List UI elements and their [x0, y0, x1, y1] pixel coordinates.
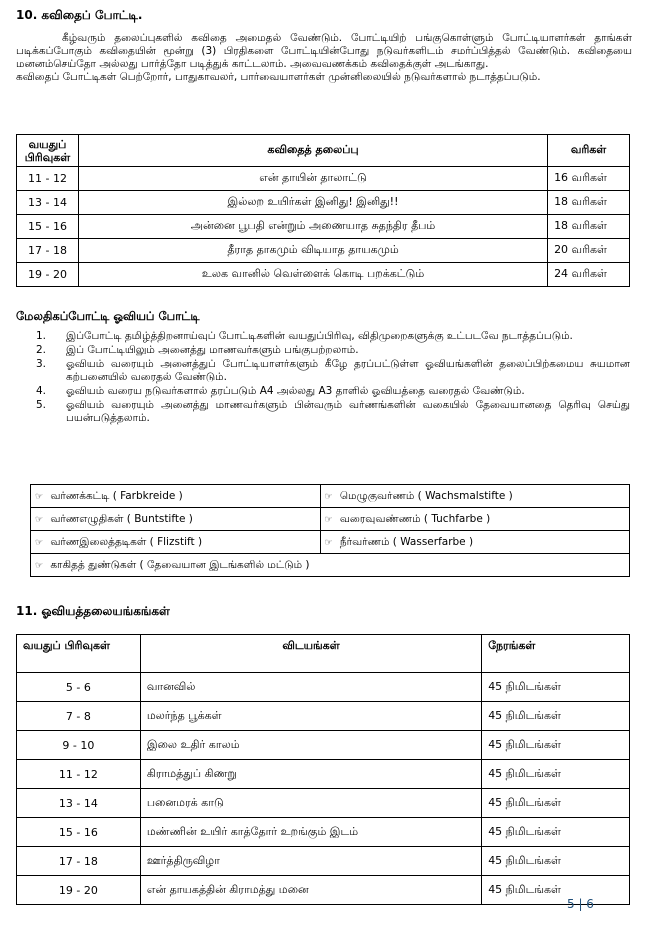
rule-item: [16, 330, 630, 343]
rule-text: ஓவியம் வரையும் அனைத்துப் போட்டியாளர்களும் கீழே தரப்பட்டுள்ள ஓவியங்களின் தலைப்பிற்கமைய சுயமான கற்பனையில் வரைதல் வேண்டும்.: [66, 358, 630, 383]
age-cell: 17 - 18: [17, 239, 79, 263]
rule-text: ஓவியம் வரைய நடுவர்களால் தரப்படும் A4 அல்லது A3 தாளில் ஓவியத்தை வரைதல் வேண்டும்.: [66, 385, 525, 397]
material-label: மெழுகுவர்ணம் ( Wachsmalstifte ): [339, 489, 513, 502]
section-10-title: 10. கவிதைப் போட்டி.: [16, 8, 143, 22]
section-10-para-1: கீழ்வரும் தலைப்புகளில் கவிதை அமைதல் வேண்டும். போட்டியிற் பங்குகொள்ளும் போட்டியாளர்கள் தாங்கள் படிக்கப்போகும் கவிதையின் மூன்று (3) பிரதிகளை போட்டியின்போது நடுவர்களிடம் சமர்ப்பித்தல் வேண்டும். கவிதையை மனனம்செய்தோ அல்லது பார்த்தோ படித்துக் காட்டலாம். அவைவணக்கம் கவிதைக்குள் அடங்காது.: [16, 32, 632, 70]
lines-cell: 16 வரிகள்: [548, 167, 630, 191]
materials-row: [31, 485, 630, 508]
rule-text: ஓவியம் வரையும் அனைத்து மாணவர்களும் பின்வரும் வர்ணங்களின் வகையில் தேவையானதை தெரிவு செய்து பயன்படுத்தலாம்.: [66, 399, 630, 424]
pointing-hand-icon: ☞: [324, 537, 333, 548]
rule-item: [16, 399, 630, 425]
col-header-subject: விடயங்கள்: [140, 635, 481, 673]
lines-cell: 24 வரிகள்: [548, 263, 630, 287]
material-label: வர்ணஇலைத்தடிகள் ( Flizstift ): [50, 535, 203, 548]
materials-row: [31, 554, 630, 577]
subject-cell: என் தாயகத்தின் கிராமத்து மனை: [140, 876, 481, 905]
rule-text: இப்போட்டி தமிழ்த்திறனாய்வுப் போட்டிகளின் வயதுப்பிரிவு, விதிமுறைகளுக்கு உட்படவே நடாத்தப்படும்.: [66, 330, 573, 342]
material-label: வரைவுவண்ணம் ( Tuchfarbe ): [339, 512, 491, 525]
table-row: [17, 847, 630, 876]
art-competition-title: மேலதிகப்போட்டி ஓவியப் போட்டி: [16, 309, 200, 323]
duration-cell: 45 நிமிடங்கள்: [482, 702, 630, 731]
materials-row: [31, 508, 630, 531]
rule-item: [16, 385, 630, 398]
subject-cell: வானவில்: [140, 673, 481, 702]
rule-number: 2.: [36, 344, 47, 356]
col-header-age: வயதுப் பிரிவுகள்: [17, 135, 79, 167]
topic-cell: அன்னை பூபதி என்றும் அணையாத சுதந்திர தீபம்: [78, 215, 547, 239]
rule-item: [16, 358, 630, 384]
subject-cell: மண்ணின் உயிர் காத்தோர் உறங்கும் இடம்: [140, 818, 481, 847]
material-label: வர்ணக்கட்டி ( Farbkreide ): [50, 489, 183, 502]
table-header-row: [17, 135, 630, 167]
pointing-hand-icon: ☞: [35, 491, 44, 502]
duration-cell: 45 நிமிடங்கள்: [482, 818, 630, 847]
art-materials-table: [30, 484, 630, 577]
table-row: [17, 789, 630, 818]
duration-cell: 45 நிமிடங்கள்: [482, 731, 630, 760]
materials-row: [31, 531, 630, 554]
duration-cell: 45 நிமிடங்கள்: [482, 789, 630, 818]
age-cell: 19 - 20: [17, 263, 79, 287]
material-cell: [320, 531, 629, 554]
art-rules-list: [16, 330, 630, 426]
table-row: [17, 760, 630, 789]
age-cell: 5 - 6: [17, 673, 141, 702]
table-row: [17, 191, 630, 215]
material-cell: [31, 485, 321, 508]
topic-cell: உலக வானில் வெள்ளைக் கொடி பறக்கட்டும்: [78, 263, 547, 287]
col-header-age: வயதுப் பிரிவுகள்: [17, 635, 141, 673]
age-cell: 13 - 14: [17, 789, 141, 818]
col-header-duration: நேரங்கள்: [482, 635, 630, 673]
subject-cell: மலர்ந்த பூக்கள்: [140, 702, 481, 731]
drawing-topics-table: [16, 634, 630, 905]
duration-cell: 45 நிமிடங்கள்: [482, 876, 630, 905]
age-cell: 19 - 20: [17, 876, 141, 905]
table-row: [17, 263, 630, 287]
rule-number: 4.: [36, 385, 47, 397]
material-cell: [31, 531, 321, 554]
table-row: [17, 167, 630, 191]
material-label: நீர்வர்ணம் ( Wasserfarbe ): [339, 535, 474, 548]
rule-number: 5.: [36, 399, 47, 411]
duration-cell: 45 நிமிடங்கள்: [482, 760, 630, 789]
subject-cell: பனைமரக் காடு: [140, 789, 481, 818]
table-row: [17, 673, 630, 702]
material-cell: [31, 508, 321, 531]
lines-cell: 20 வரிகள்: [548, 239, 630, 263]
subject-cell: கிராமத்துப் கிணறு: [140, 760, 481, 789]
material-cell: [320, 485, 629, 508]
age-cell: 15 - 16: [17, 818, 141, 847]
material-label: வர்ணஎழுதிகள் ( Buntstifte ): [50, 512, 193, 525]
page-number: 5 | 6: [567, 897, 594, 911]
age-cell: 17 - 18: [17, 847, 141, 876]
topic-cell: தீராத தாகமும் விடியாத தாயகமும்: [78, 239, 547, 263]
subject-cell: இலை உதிர் காலம்: [140, 731, 481, 760]
rule-item: [16, 344, 630, 357]
poem-topics-table: [16, 134, 630, 287]
pointing-hand-icon: ☞: [35, 560, 44, 571]
section-10-para-2: கவிதைப் போட்டிகள் பெற்றோர், பாதுகாவலர், பார்வையாளர்கள் முன்னிலையில் நடுவர்களால் நடாத்தப்படும்.: [16, 71, 541, 83]
table-row: [17, 876, 630, 905]
table-row: [17, 731, 630, 760]
rule-number: 1.: [36, 330, 47, 342]
topic-cell: இல்லற உயிர்கள் இனிது! இனிது!!: [78, 191, 547, 215]
section-11-title: 11. ஓவியத்தலையங்கங்கள்: [16, 604, 170, 618]
lines-cell: 18 வரிகள்: [548, 191, 630, 215]
col-header-lines: வரிகள்: [548, 135, 630, 167]
age-cell: 13 - 14: [17, 191, 79, 215]
lines-cell: 18 வரிகள்: [548, 215, 630, 239]
topic-cell: என் தாயின் தாலாட்டு: [78, 167, 547, 191]
subject-cell: ஊர்த்திருவிழா: [140, 847, 481, 876]
rule-text: இப் போட்டியிலும் அனைத்து மாணவர்களும் பங்குபற்றலாம்.: [66, 344, 359, 356]
age-cell: 11 - 12: [17, 760, 141, 789]
pointing-hand-icon: ☞: [35, 514, 44, 525]
pointing-hand-icon: ☞: [324, 491, 333, 502]
duration-cell: 45 நிமிடங்கள்: [482, 673, 630, 702]
material-cell: [320, 508, 629, 531]
table-header-row: [17, 635, 630, 673]
material-label: காகிதத் துண்டுகள் ( தேவையான இடங்களில் மட்டும் ): [50, 558, 310, 571]
col-header-topic: கவிதைத் தலைப்பு: [78, 135, 547, 167]
section-10-intro: [16, 32, 632, 84]
material-cell: [31, 554, 630, 577]
age-cell: 9 - 10: [17, 731, 141, 760]
table-row: [17, 702, 630, 731]
table-row: [17, 239, 630, 263]
rule-number: 3.: [36, 358, 47, 370]
age-cell: 7 - 8: [17, 702, 141, 731]
table-row: [17, 818, 630, 847]
pointing-hand-icon: ☞: [35, 537, 44, 548]
age-cell: 11 - 12: [17, 167, 79, 191]
age-cell: 15 - 16: [17, 215, 79, 239]
table-row: [17, 215, 630, 239]
duration-cell: 45 நிமிடங்கள்: [482, 847, 630, 876]
pointing-hand-icon: ☞: [324, 514, 333, 525]
